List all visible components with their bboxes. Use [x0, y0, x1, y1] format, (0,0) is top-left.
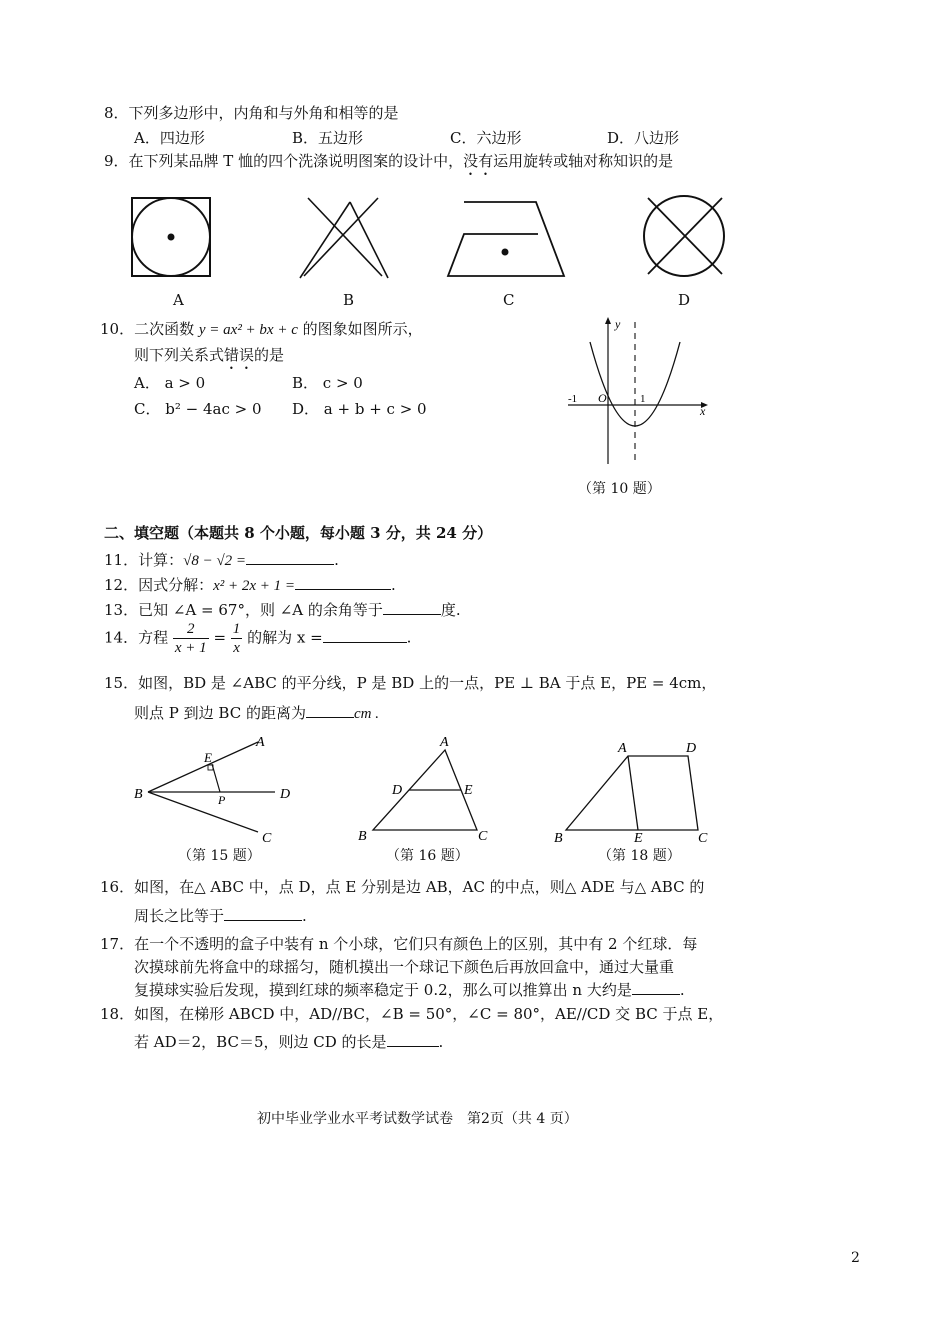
q9-label-d: D — [678, 291, 691, 309]
q14-answer-blank[interactable] — [323, 628, 407, 643]
figures-15-16-18 — [130, 730, 730, 850]
q11: 11．计算：√8 − √2 = . — [104, 551, 339, 569]
q16-line2: 周长之比等于 . — [134, 907, 307, 925]
q15-answer-blank[interactable] — [306, 703, 354, 718]
q9-figure-b — [300, 198, 388, 278]
q16-answer-blank[interactable] — [224, 906, 302, 921]
q17-line2: 次摸球前先将盒中的球摇匀，随机摸出一个球记下颜色后再放回盒中，通过大量重 — [134, 958, 675, 976]
svg-text:A: A — [440, 735, 449, 750]
fig15 — [134, 735, 290, 846]
q10-graph — [560, 314, 720, 474]
q18-line1: 18．如图，在梯形 ABCD 中，AD//BC，∠B = 50°，∠C = 80°，AE//CD 交 BC 于点 E， — [100, 1005, 724, 1023]
q10-option-c: C． b² − 4ac > 0 — [134, 400, 262, 418]
q14: 14．方程 $\frac{2}{x + 1}$ = $\frac{1}{x}$ 的解为 x = . — [104, 621, 412, 656]
q13: 13．已知 ∠A = 67°，则 ∠A 的余角等于 度. — [104, 601, 461, 619]
q8-option-d: D．八边形 — [607, 129, 680, 147]
svg-text:C: C — [698, 831, 708, 846]
q16-line1: 16．如图，在△ ABC 中，点 D，点 E 分别是边 AB，AC 的中点，则△ ADE 与△ ABC 的 — [100, 878, 705, 896]
q10-x-label: x — [700, 404, 706, 418]
svg-text:E: E — [634, 831, 643, 846]
svg-text:D: D — [280, 787, 291, 802]
fig15-caption: （第 15 题） — [178, 848, 261, 864]
svg-text:B: B — [134, 787, 143, 802]
q14-fraction-left: $\frac{2}{x + 1}$ — [174, 621, 207, 656]
svg-text:A: A — [256, 735, 265, 750]
q14-fraction-right: $\frac{1}{x}$ — [232, 621, 241, 656]
q9-figure-c — [448, 202, 564, 276]
q9-label-c: C — [503, 291, 515, 309]
q11-answer-blank[interactable] — [246, 550, 334, 565]
q10-function: y = ax² + bx + c — [198, 322, 298, 338]
q9-figures — [120, 180, 740, 290]
svg-text:D: D — [392, 783, 403, 798]
q9-figure-a — [132, 198, 210, 276]
fig18 — [554, 741, 708, 846]
q8-option-c: C．六边形 — [450, 129, 522, 147]
q9-figure-d — [644, 196, 724, 276]
svg-text:D: D — [686, 741, 697, 756]
q9-emphasis: 没有 — [463, 152, 494, 170]
section2-title: 二、填空题（本题共 8 个小题，每小题 3 分，共 24 分） — [104, 524, 493, 542]
q12: 12．因式分解：x² + 2x + 1 = . — [104, 576, 396, 594]
svg-text:A: A — [618, 741, 627, 756]
q15-line2: 则点 P 到边 BC 的距离为 cm . — [134, 704, 379, 722]
q10-stem: 10．二次函数 y = ax² + bx + c 的图象如图所示， — [100, 320, 423, 338]
q9-label-b: B — [343, 291, 355, 309]
q17-answer-blank[interactable] — [632, 980, 680, 995]
fig16-caption: （第 16 题） — [386, 848, 469, 864]
fig18-caption: （第 18 题） — [598, 848, 681, 864]
page-number: 2 — [851, 1250, 860, 1266]
q10-caption: （第 10 题） — [578, 481, 661, 497]
svg-text:B: B — [554, 831, 563, 846]
svg-text:C: C — [478, 829, 488, 844]
q8-stem: 8．下列多边形中，内角和与外角和相等的是 — [104, 104, 399, 122]
q8-option-a: A．四边形 — [134, 129, 205, 147]
svg-text:E: E — [464, 783, 473, 798]
svg-text:C: C — [262, 831, 272, 846]
q10-option-a: A． a > 0 — [134, 374, 206, 392]
q18-line2: 若 AD＝2，BC＝5，则边 CD 的长是 . — [134, 1033, 444, 1051]
q10-option-d: D． a + b + c > 0 — [292, 400, 427, 418]
q15-line1: 15．如图，BD 是 ∠ABC 的平分线，P 是 BD 上的一点，PE ⊥ BA 于点 E，PE = 4cm， — [104, 674, 717, 692]
q10-y-label: y — [615, 317, 621, 331]
q13-answer-blank[interactable] — [383, 600, 441, 615]
q8-option-b: B．五边形 — [292, 129, 364, 147]
footer: 初中毕业学业水平考试数学试卷 第2页（共 4 页） — [257, 1111, 578, 1127]
q10-line2: 则下列关系式错误的是 — [134, 346, 285, 364]
q10-tick-neg1: -1 — [568, 393, 578, 405]
q12-answer-blank[interactable] — [295, 575, 391, 590]
fig16 — [358, 735, 488, 844]
q10-option-b: B． c > 0 — [292, 374, 363, 392]
q10-tick-1: 1 — [640, 393, 646, 405]
q9-label-a: A — [173, 291, 184, 309]
svg-text:P: P — [218, 793, 226, 807]
q18-answer-blank[interactable] — [387, 1032, 439, 1047]
q10-origin: O — [598, 391, 607, 405]
svg-text:E: E — [204, 750, 212, 765]
q9-stem: 9．在下列某品牌 T 恤的四个洗涤说明图案的设计中，没有运用旋转或轴对称知识的是 — [104, 152, 674, 170]
q17-line1: 17．在一个不透明的盒子中装有 n 个小球，它们只有颜色上的区别，其中有 2 个红球．每 — [100, 935, 698, 953]
q17-line3: 复摸球实验后发现，摸到红球的频率稳定于 0.2，那么可以推算出 n 大约是 . — [134, 981, 685, 999]
svg-text:B: B — [358, 829, 367, 844]
